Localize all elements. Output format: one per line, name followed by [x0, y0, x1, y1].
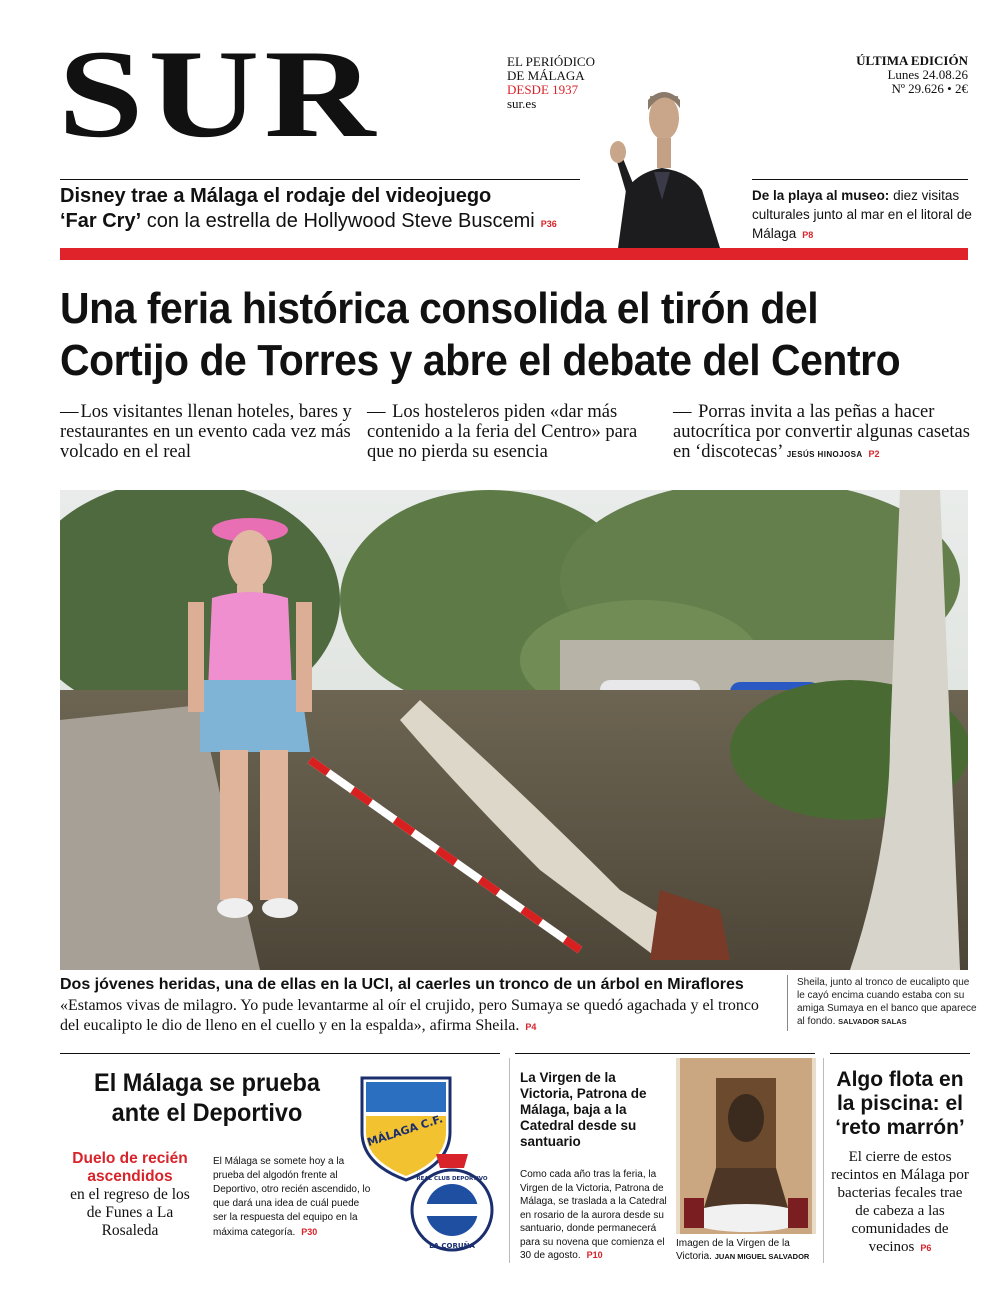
since-label: DESDE 1937	[507, 82, 579, 97]
tagline-1: EL PERIÓDICO	[507, 54, 595, 69]
virgen-body-text: Como cada año tras la feria, la Virgen de la Victoria, Patrona de Málaga, se traslada a la Catedral en rosario de la aurora desde su santuario, donde permanecerá para su novena que comienza el 30 de agosto.	[520, 1169, 667, 1261]
deck-1	[60, 402, 352, 462]
teaser-rest: con la estrella de Hollywood Steve Buscemi	[141, 210, 535, 232]
divider	[509, 1058, 510, 1263]
deck-dash: —	[60, 402, 79, 422]
edition-info	[856, 54, 968, 96]
photo-caption	[797, 976, 977, 1028]
deck-text: Los hosteleros piden «dar más contenido a la feria del Centro» para que no pierda su esencia	[367, 402, 638, 462]
sport-headline[interactable]: El Málaga se prueba ante el Deportivo	[94, 1069, 320, 1127]
page-ref: P30	[301, 1227, 318, 1237]
teaser-line-1: Disney trae a Málaga el rodaje del videojuego	[60, 185, 492, 207]
deportivo-badge-text-2: LA CORUÑA	[429, 1242, 475, 1250]
red-divider-bar	[60, 248, 968, 260]
issue-number: Nº 29.626 • 2€	[891, 81, 968, 96]
edition-date: Lunes 24.08.26	[887, 67, 968, 82]
virgen-body	[520, 1168, 670, 1263]
divider	[830, 1053, 970, 1054]
teaser-right-text: diez visitas culturales junto al mar en el litoral de Málaga	[752, 188, 972, 241]
author-signature: JESÚS HINOJOSA	[786, 450, 863, 459]
divider	[60, 1053, 500, 1054]
main-caption-body	[60, 996, 780, 1037]
divider	[60, 179, 580, 180]
piscina-body-text: El cierre de estos recintos en Málaga por bacterias fecales trae de cabeza a las comunidades de vecinos	[831, 1149, 969, 1255]
deportivo-badge-text-1: REAL CLUB DEPORTIVO	[416, 1176, 488, 1182]
deck-text: Los visitantes llenan hoteles, bares y restaurantes en un evento cada vez más volcado en el real	[60, 402, 352, 462]
tagline-2: DE MÁLAGA	[507, 68, 585, 83]
top-teaser[interactable]	[60, 184, 600, 237]
piscina-body	[830, 1148, 970, 1257]
malaga-badge-text: MÁLAGA C.F.	[365, 1112, 445, 1150]
deck-dash: —	[673, 402, 697, 422]
malaga-cf-badge-icon	[362, 1078, 450, 1180]
deck-2	[367, 402, 647, 462]
piscina-headline[interactable]: Algo flota en la piscina: el ‘reto marrón’	[835, 1068, 965, 1139]
virgen-photo-caption	[676, 1237, 816, 1263]
deck-3	[673, 402, 973, 465]
teaser-bold: ‘Far Cry’	[60, 210, 142, 232]
photo-caption-text: Sheila, junto al tronco de eucalipto que le cayó encima cuando estaba con su amiga Sumaya en el banco que aparece al fondo.	[797, 977, 977, 1027]
divider	[515, 1053, 815, 1054]
headline-line-1: Una feria histórica consolida el tirón del	[60, 284, 819, 333]
sport-body-text: El Málaga se somete hoy a la prueba del algodón frente al Deportivo, otro recién ascendido, lo que dará una idea de cuál puede ser la respuesta del equipo en la máxima categoría.	[213, 1156, 371, 1238]
page-ref: P6	[920, 1243, 932, 1253]
club-badges	[352, 1072, 500, 1256]
page-ref: P4	[525, 1022, 537, 1032]
page-ref: P36	[540, 219, 557, 229]
virgen-headline[interactable]: La Virgen de la Victoria, Patrona de Málaga, baja a la Catedral desde su santuario	[520, 1070, 647, 1149]
divider	[752, 179, 968, 180]
masthead-info	[507, 55, 595, 111]
virgen-photo	[676, 1058, 816, 1234]
deck-text: Porras invita a las peñas a hacer autocrítica por convertir algunas casetas en ‘discotecas’	[673, 402, 970, 462]
virgen-photo-credit: JUAN MIGUEL SALVADOR	[714, 1252, 810, 1261]
teaser-right-bold: De la playa al museo:	[752, 188, 890, 203]
steve-buscemi-photo	[598, 80, 726, 248]
main-headline[interactable]	[60, 283, 906, 387]
sport-sub-rest: en el regreso de los de Funes a La Rosaleda	[70, 1186, 190, 1239]
edition-label: ÚLTIMA EDICIÓN	[856, 53, 968, 68]
deck-dash: —	[367, 402, 391, 422]
sport-sub-red: Duelo de recién ascendidos	[72, 1150, 188, 1185]
headline-line-2: Cortijo de Torres y abre el debate del Centro	[60, 336, 901, 385]
website-link[interactable]: sur.es	[507, 96, 537, 111]
page-ref: P2	[868, 449, 880, 459]
sport-body	[213, 1155, 373, 1240]
newspaper-logo: SUR	[58, 25, 381, 164]
virgen-caption-text: Imagen de la Virgen de la Victoria.	[676, 1238, 790, 1262]
sport-subheadline	[62, 1150, 198, 1240]
right-teaser[interactable]	[752, 186, 972, 245]
main-caption-head[interactable]: Dos jóvenes heridas, una de ellas en la UCI, al caerles un tronco de un árbol en Miraflores	[60, 976, 744, 993]
fallen-tree-photo	[60, 490, 968, 970]
page-ref: P8	[802, 230, 814, 240]
divider	[787, 975, 788, 1031]
page-ref: P10	[586, 1250, 603, 1260]
caption-body-text: «Estamos vivas de milagro. Yo pude levantarme al oír el crujido, pero Sumaya se quedó agachada y el tronco del eucalipto le dio de lleno en el cuello y en la espalda», afirma Sheila.	[60, 997, 759, 1034]
photo-credit: SALVADOR SALAS	[838, 1017, 907, 1026]
divider	[823, 1058, 824, 1263]
